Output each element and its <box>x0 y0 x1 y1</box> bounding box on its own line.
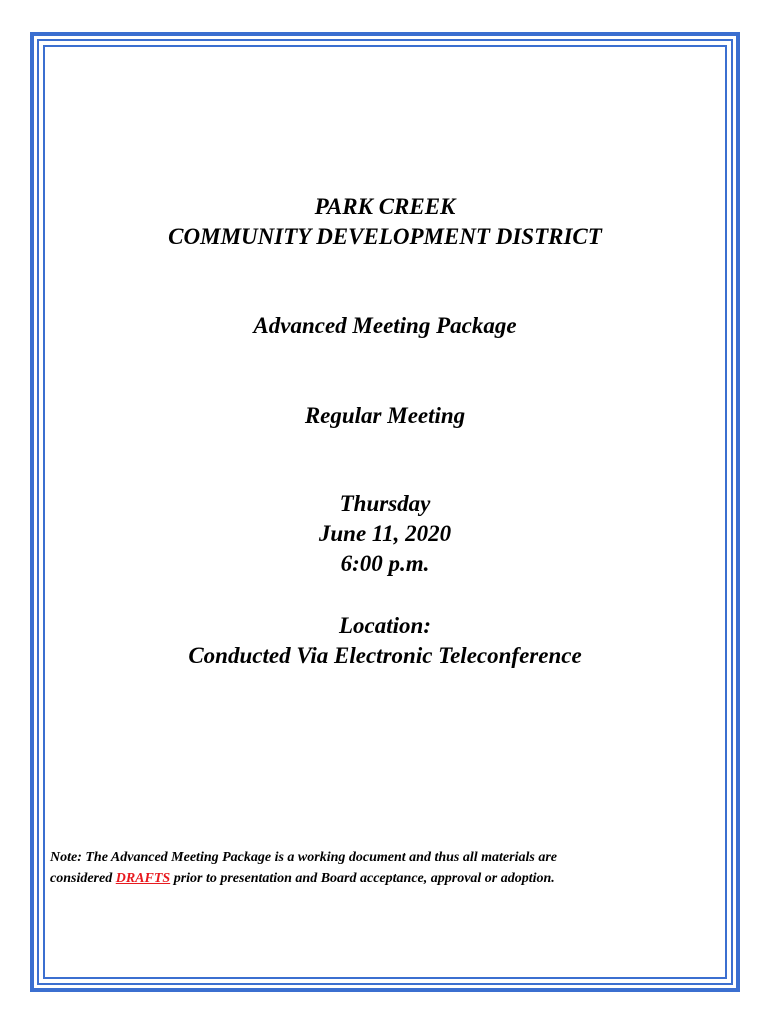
meeting-day: Thursday <box>339 491 431 516</box>
package-title: Advanced Meeting Package <box>253 313 517 338</box>
draft-note <box>50 847 722 889</box>
cover-content <box>45 47 725 977</box>
district-name-line1: PARK CREEK <box>314 194 456 219</box>
meeting-date: June 11, 2020 <box>318 521 452 546</box>
draft-note-prefix: considered <box>50 871 116 886</box>
draft-note-line1: Note: The Advanced Meeting Package is a working document and thus all materials are <box>50 850 557 865</box>
draft-note-suffix: prior to presentation and Board acceptance, approval or adoption. <box>170 871 555 886</box>
meeting-time: 6:00 p.m. <box>340 551 430 576</box>
district-name-line2: COMMUNITY DEVELOPMENT DISTRICT <box>168 224 602 249</box>
draft-note-line2 <box>50 868 722 889</box>
meeting-type: Regular Meeting <box>304 403 466 428</box>
location-value: Conducted Via Electronic Teleconference <box>188 643 582 668</box>
drafts-emphasis: DRAFTS <box>115 871 171 886</box>
location-label: Location: <box>339 613 431 638</box>
